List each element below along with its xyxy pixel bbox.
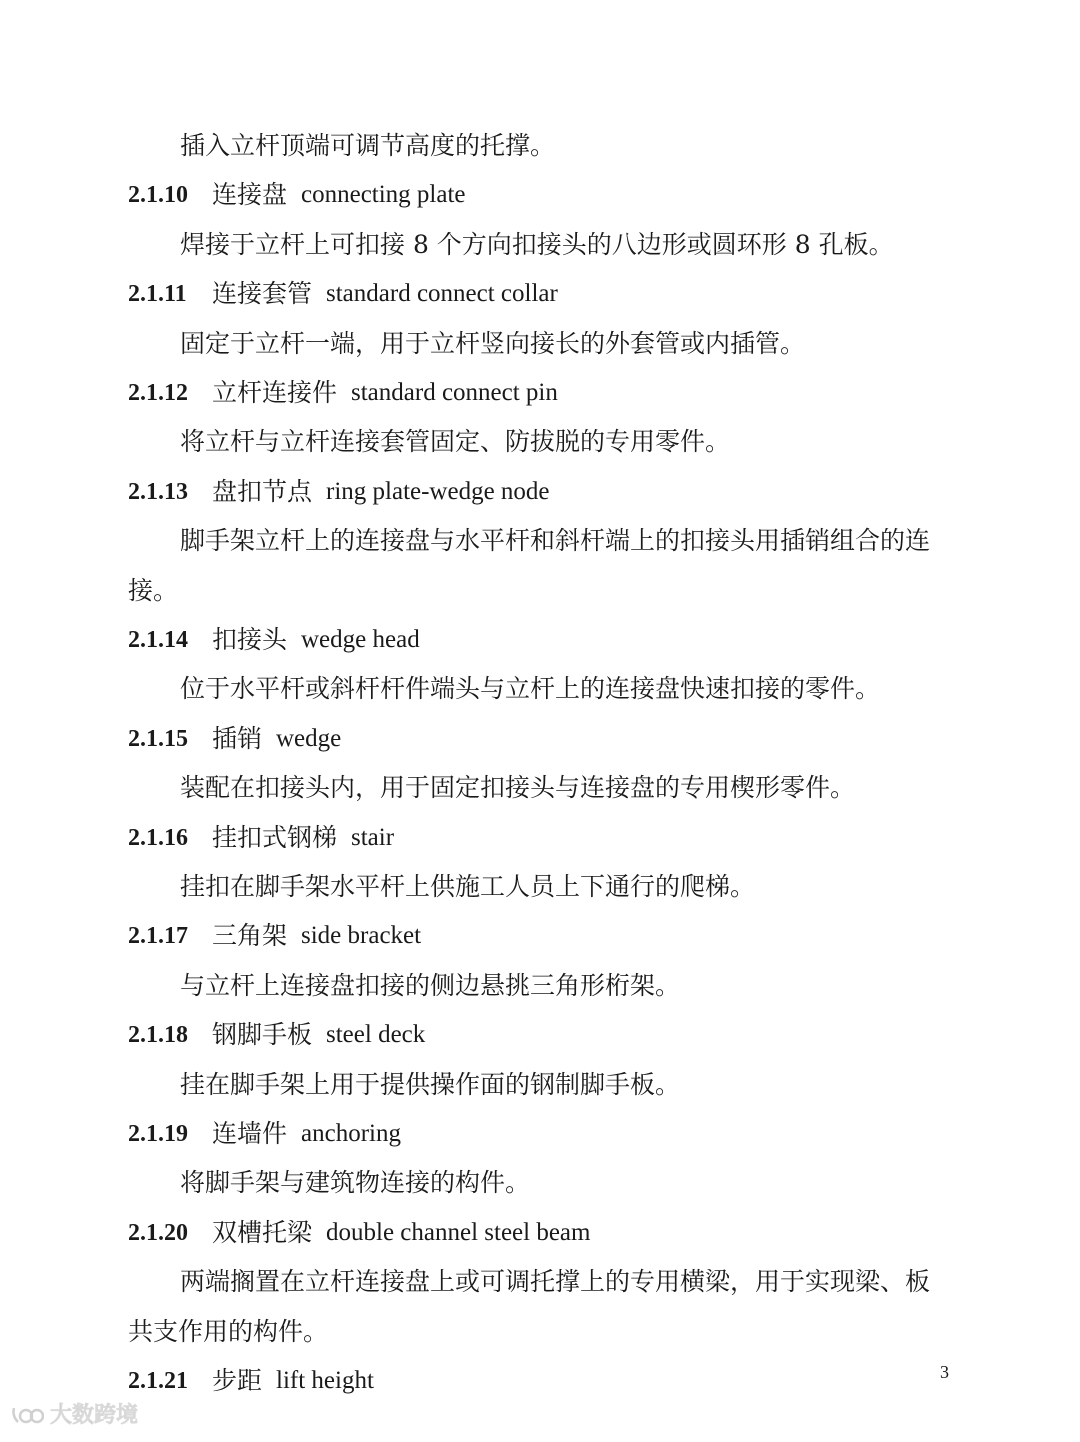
term-english: double channel steel beam	[326, 1219, 591, 1246]
term-english: ring plate-wedge node	[326, 478, 550, 505]
definition-text: 将立杆与立杆连接套管固定、防拔脱的专用零件。	[180, 427, 731, 456]
term-chinese: 扣接头	[212, 625, 288, 654]
term-chinese: 钢脚手板	[212, 1020, 313, 1049]
term-chinese: 双槽托梁	[212, 1218, 313, 1247]
term-chinese: 立杆连接件	[212, 378, 338, 407]
term-number: 2.1.20	[128, 1220, 188, 1246]
term-number: 2.1.12	[128, 380, 188, 406]
brand-logo-icon	[10, 1402, 44, 1426]
term-number: 2.1.18	[128, 1022, 188, 1048]
term-number: 2.1.11	[128, 281, 187, 307]
term-english: lift height	[276, 1367, 374, 1394]
term-chinese: 盘扣节点	[212, 477, 313, 506]
term-chinese: 挂扣式钢梯	[212, 823, 338, 852]
term-number: 2.1.16	[128, 825, 188, 851]
term-number: 2.1.17	[128, 923, 188, 949]
term-english: side bracket	[301, 922, 422, 949]
definition-continuation: 共支作用的构件。	[128, 1317, 329, 1346]
term-english: wedge	[276, 725, 342, 752]
definition-text: 挂在脚手架上用于提供操作面的钢制脚手板。	[180, 1070, 681, 1099]
term-english: standard connect collar	[326, 280, 558, 307]
term-english: anchoring	[301, 1120, 401, 1147]
term-chinese: 连墙件	[212, 1119, 288, 1148]
watermark-text: 大数跨境	[50, 1403, 139, 1428]
page-number: 3	[940, 1362, 949, 1382]
definition-text: 装配在扣接头内，用于固定扣接头与连接盘的专用楔形零件。	[180, 773, 856, 802]
term-number: 2.1.14	[128, 627, 188, 653]
watermark	[10, 1398, 138, 1429]
term-number: 2.1.10	[128, 182, 188, 208]
term-number: 2.1.15	[128, 726, 188, 752]
term-english: steel deck	[326, 1021, 426, 1048]
definition-text: 脚手架立杆上的连接盘与水平杆和斜杆端上的扣接头用插销组合的连	[180, 526, 931, 555]
term-chinese: 插销	[212, 724, 263, 753]
term-chinese: 三角架	[212, 921, 288, 950]
definition-text: 与立杆上连接盘扣接的侧边悬挑三角形桁架。	[180, 971, 681, 1000]
definition-text: 位于水平杆或斜杆杆件端头与立杆上的连接盘快速扣接的零件。	[180, 674, 881, 703]
definition-text: 插入立杆顶端可调节高度的托撑。	[180, 131, 556, 160]
term-chinese: 连接盘	[212, 180, 288, 209]
definition-text: 两端搁置在立杆连接盘上或可调托撑上的专用横梁，用于实现梁、板	[180, 1267, 931, 1296]
term-english: stair	[351, 824, 395, 851]
term-english: connecting plate	[301, 181, 466, 208]
term-english: standard connect pin	[351, 379, 558, 406]
definition-text: 焊接于立杆上可扣接 8 个方向扣接头的八边形或圆环形 8 孔板。	[180, 230, 894, 259]
definition-text: 挂扣在脚手架水平杆上供施工人员上下通行的爬梯。	[180, 872, 756, 901]
definition-continuation: 接。	[128, 576, 179, 605]
term-english: wedge head	[301, 626, 420, 653]
term-number: 2.1.21	[128, 1368, 188, 1394]
definition-text: 固定于立杆一端，用于立杆竖向接长的外套管或内插管。	[180, 329, 806, 358]
term-number: 2.1.19	[128, 1121, 188, 1147]
term-chinese: 连接套管	[212, 279, 313, 308]
definition-text: 将脚手架与建筑物连接的构件。	[180, 1168, 531, 1197]
term-number: 2.1.13	[128, 479, 188, 505]
term-chinese: 步距	[212, 1366, 263, 1395]
